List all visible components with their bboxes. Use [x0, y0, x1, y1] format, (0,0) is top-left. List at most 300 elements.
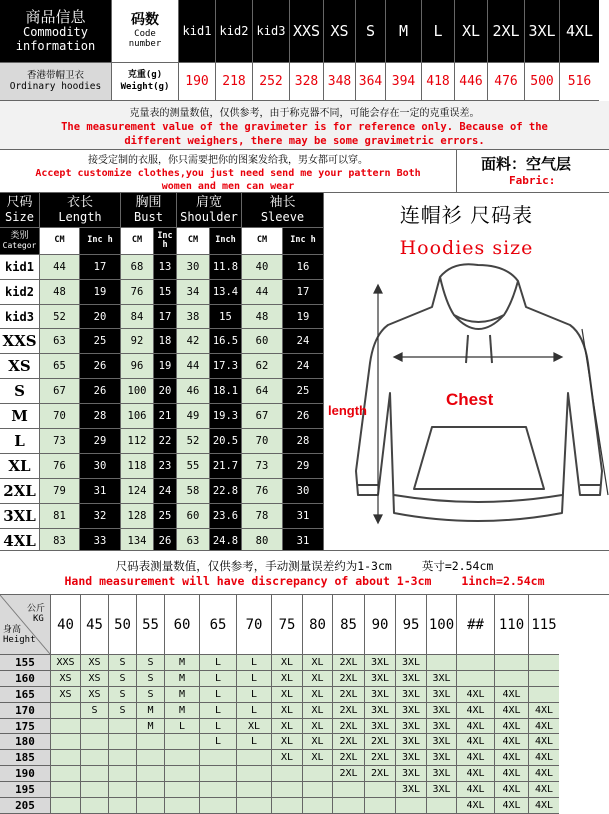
size-recommendation [81, 798, 109, 814]
size-recommendation [81, 766, 109, 782]
size-value: 15 [154, 280, 177, 305]
size-value: 13.4 [210, 280, 242, 305]
size-row [0, 354, 324, 379]
size-recommendation: XL [303, 655, 333, 671]
size-value: 48 [40, 280, 80, 305]
size-recommendation: L [237, 703, 272, 719]
size-recommendation [200, 798, 237, 814]
size-value: 24.8 [210, 529, 242, 553]
size-value: 26 [80, 354, 121, 379]
weight-label-cn: 克重(g) [127, 69, 163, 80]
size-table-header-en-2: Bust [134, 209, 163, 224]
size-recommendation: XXS [51, 655, 81, 671]
size-value: 19 [154, 354, 177, 379]
size-recommendation [81, 719, 109, 735]
commodity-info-en2: information [15, 38, 96, 53]
unit-7: Inc h [283, 228, 324, 255]
size-value: 63 [177, 529, 210, 553]
size-recommendation: 4XL [457, 703, 495, 719]
size-recommendation [303, 766, 333, 782]
size-recommendation: L [200, 719, 237, 735]
size-recommendation: XL [303, 734, 333, 750]
size-recommendation: 4XL [457, 798, 495, 814]
size-recommendation: 4XL [495, 734, 529, 750]
size-col-kid2: kid2 [216, 0, 253, 63]
code-number-en1: Code [134, 28, 156, 39]
size-recommendation: M [137, 703, 165, 719]
size-recommendation: XL [272, 655, 303, 671]
size-table-header-en-0: Size [5, 209, 34, 224]
size-value: 33 [80, 529, 121, 553]
size-value: 38 [177, 305, 210, 329]
size-value: 67 [40, 379, 80, 404]
size-recommendation: XL [272, 734, 303, 750]
weight-xxs: 328 [290, 63, 324, 101]
unit-2: CM [121, 228, 154, 255]
size-value: 78 [242, 504, 283, 529]
size-row [0, 429, 324, 454]
size-recommendation: 4XL [495, 782, 529, 798]
size-recommendation: 2XL [333, 655, 365, 671]
size-label: M [0, 404, 40, 429]
size-value: 64 [242, 379, 283, 404]
size-recommendation: 4XL [457, 719, 495, 735]
size-label: 3XL [0, 504, 40, 529]
gravimeter-note-en1: The measurement value of the gravimeter is for reference only. Because of the [61, 120, 548, 133]
size-value: 34 [177, 280, 210, 305]
product-size-header [0, 0, 609, 101]
size-recommendation: 4XL [529, 719, 559, 735]
product-name [0, 63, 112, 101]
height-label: 180 [0, 734, 51, 750]
size-table-header-2 [121, 193, 177, 228]
weight-col-header: 110 [495, 595, 529, 655]
size-recommendation: 2XL [365, 766, 396, 782]
size-recommendation: L [200, 671, 237, 687]
size-label: kid3 [0, 305, 40, 329]
size-recommendation: XL [272, 719, 303, 735]
size-value: 63 [40, 329, 80, 354]
size-recommendation [137, 798, 165, 814]
size-recommendation: 2XL [333, 734, 365, 750]
size-value: 23.6 [210, 504, 242, 529]
size-value: 83 [40, 529, 80, 553]
size-recommendation [272, 766, 303, 782]
size-value: 76 [40, 454, 80, 479]
label-chest: Chest [446, 390, 494, 409]
weight-col-header: 55 [137, 595, 165, 655]
size-recommendation [272, 798, 303, 814]
height-row [0, 719, 609, 735]
size-recommendation: 3XL [427, 687, 457, 703]
size-recommendation: 3XL [365, 703, 396, 719]
size-recommendation: 3XL [396, 655, 427, 671]
size-recommendation [51, 750, 81, 766]
size-recommendation: 3XL [427, 703, 457, 719]
unit-4: CM [177, 228, 210, 255]
size-col-2xl: 2XL [488, 0, 525, 63]
size-recommendation [529, 671, 559, 687]
height-row [0, 671, 609, 687]
size-col-s: S [356, 0, 386, 63]
size-recommendation: XL [303, 671, 333, 687]
commodity-info-cn: 商品信息 [25, 7, 86, 26]
customize-cn: 接受定制的衣服，你只需要把你的图案发给我，男女都可以穿。 [88, 154, 368, 166]
inch-note-cn: 英寸=2.54cm [421, 558, 494, 573]
height-label: 175 [0, 719, 51, 735]
size-recommendation: 2XL [333, 750, 365, 766]
customize-en2: women and men can wear [161, 180, 295, 192]
size-row [0, 404, 324, 429]
weight-col-header: 50 [109, 595, 137, 655]
height-en: Height [3, 634, 36, 645]
size-recommendation: L [200, 703, 237, 719]
size-value: 16 [283, 255, 324, 280]
size-value: 67 [242, 404, 283, 429]
weight-col-header: 80 [303, 595, 333, 655]
size-value: 81 [40, 504, 80, 529]
weight-height-corner [0, 595, 51, 655]
size-recommendation [81, 750, 109, 766]
size-label: kid1 [0, 255, 40, 280]
size-recommendation [365, 782, 396, 798]
size-recommendation: 4XL [529, 703, 559, 719]
size-value: 31 [80, 479, 121, 504]
size-value: 76 [242, 479, 283, 504]
weight-xs: 348 [324, 63, 356, 101]
height-label: 170 [0, 703, 51, 719]
size-value: 19 [283, 305, 324, 329]
size-recommendation [137, 782, 165, 798]
size-recommendation [137, 734, 165, 750]
size-recommendation [365, 798, 396, 814]
size-recommendation: 2XL [365, 734, 396, 750]
size-label: 2XL [0, 479, 40, 504]
size-value: 22 [154, 429, 177, 454]
size-value: 24 [283, 329, 324, 354]
size-recommendation [303, 798, 333, 814]
size-row [0, 305, 324, 329]
size-row [0, 255, 324, 280]
size-recommendation: XL [272, 750, 303, 766]
size-recommendation [427, 655, 457, 671]
size-recommendation: 4XL [457, 687, 495, 703]
unit-5: Inch [210, 228, 242, 255]
size-table-header-1 [40, 193, 121, 228]
size-recommendation: S [137, 687, 165, 703]
size-table-header-cn-1: 衣长 [66, 194, 93, 210]
size-table-header-3 [177, 193, 242, 228]
size-recommendation [237, 766, 272, 782]
size-recommendation: L [237, 655, 272, 671]
size-recommendation: M [165, 687, 200, 703]
size-value: 44 [177, 354, 210, 379]
size-recommendation: M [165, 671, 200, 687]
size-recommendation: S [109, 655, 137, 671]
size-value: 30 [177, 255, 210, 280]
size-value: 25 [154, 504, 177, 529]
size-recommendation [457, 671, 495, 687]
size-value: 84 [121, 305, 154, 329]
size-recommendation: 4XL [457, 734, 495, 750]
size-table-header-4 [242, 193, 324, 228]
size-value: 42 [177, 329, 210, 354]
size-recommendation [237, 782, 272, 798]
size-col-m: M [386, 0, 422, 63]
size-recommendation [51, 734, 81, 750]
size-value: 55 [177, 454, 210, 479]
category-cn: 类别 [10, 230, 29, 241]
fabric-en: Fabric: [509, 174, 556, 187]
size-recommendation [51, 719, 81, 735]
size-recommendation: XL [303, 703, 333, 719]
size-recommendation [165, 766, 200, 782]
size-recommendation: 2XL [333, 719, 365, 735]
size-label: XS [0, 354, 40, 379]
size-value: 31 [283, 529, 324, 553]
size-recommendation: 3XL [396, 734, 427, 750]
size-value: 44 [40, 255, 80, 280]
weight-2xl: 476 [488, 63, 525, 101]
size-value: 28 [80, 404, 121, 429]
size-value: 49 [177, 404, 210, 429]
size-value: 40 [242, 255, 283, 280]
size-recommendation: 3XL [365, 655, 396, 671]
size-recommendation: S [137, 655, 165, 671]
size-recommendation: 4XL [495, 703, 529, 719]
size-value: 58 [177, 479, 210, 504]
size-recommendation: 4XL [495, 798, 529, 814]
size-value: 68 [121, 255, 154, 280]
height-label: 190 [0, 766, 51, 782]
size-recommendation: L [237, 734, 272, 750]
commodity-info-en1: Commodity [22, 24, 89, 39]
size-table-header-cn-0: 尺码 [6, 194, 33, 210]
product-name-en: Ordinary hoodies [9, 80, 102, 92]
size-recommendation: 4XL [529, 766, 559, 782]
weight-3xl: 500 [525, 63, 560, 101]
height-label: 165 [0, 687, 51, 703]
size-recommendation [51, 798, 81, 814]
size-recommendation [137, 766, 165, 782]
size-recommendation: 4XL [457, 750, 495, 766]
size-recommendation: 3XL [365, 719, 396, 735]
category-en: Categor [2, 240, 37, 250]
height-label: 185 [0, 750, 51, 766]
size-recommendation: 3XL [396, 750, 427, 766]
size-recommendation: XL [237, 719, 272, 735]
size-table-header-en-1: Length [58, 209, 102, 224]
size-recommendation [165, 734, 200, 750]
weight-header-row [0, 595, 609, 655]
size-recommendation: 3XL [396, 687, 427, 703]
size-value: 128 [121, 504, 154, 529]
size-recommendation: M [165, 655, 200, 671]
size-recommendation: L [237, 671, 272, 687]
size-recommendation: 4XL [529, 750, 559, 766]
size-recommendation: XL [303, 719, 333, 735]
size-recommendation: 3XL [365, 687, 396, 703]
size-value: 21 [154, 404, 177, 429]
size-table-units-row [0, 228, 324, 255]
size-value: 25 [283, 379, 324, 404]
size-value: 15 [210, 305, 242, 329]
weight-col-header: 40 [51, 595, 81, 655]
size-recommendation: XS [51, 671, 81, 687]
size-recommendation [109, 734, 137, 750]
weight-col-header: 60 [165, 595, 200, 655]
unit-3: Inc h [154, 228, 177, 255]
weight-m: 394 [386, 63, 422, 101]
size-recommendation [427, 798, 457, 814]
size-value: 76 [121, 280, 154, 305]
weight-s: 364 [356, 63, 386, 101]
size-value: 52 [177, 429, 210, 454]
code-number-cn: 码数 [131, 11, 159, 28]
weight-height-table [0, 595, 609, 814]
size-table-header-0 [0, 193, 40, 228]
kg-en: KG [33, 614, 44, 625]
size-recommendation [237, 750, 272, 766]
weight-col-header: 75 [272, 595, 303, 655]
size-recommendation [51, 782, 81, 798]
height-label: 195 [0, 782, 51, 798]
hoodie-title-cn: 连帽衫 尺码表 [399, 203, 534, 227]
size-recommendation: 3XL [396, 719, 427, 735]
size-recommendation [237, 798, 272, 814]
size-recommendation: S [109, 703, 137, 719]
size-recommendation: 4XL [529, 798, 559, 814]
size-value: 100 [121, 379, 154, 404]
weight-label [112, 63, 179, 101]
height-label: 205 [0, 798, 51, 814]
size-recommendation [165, 750, 200, 766]
size-recommendation: L [200, 687, 237, 703]
size-recommendation: 2XL [333, 703, 365, 719]
weight-kid2: 218 [216, 63, 253, 101]
size-recommendation: S [109, 671, 137, 687]
height-row [0, 798, 609, 814]
size-value: 92 [121, 329, 154, 354]
size-recommendation [396, 798, 427, 814]
size-recommendation: XL [303, 687, 333, 703]
size-recommendation: L [237, 687, 272, 703]
height-row [0, 750, 609, 766]
size-recommendation [109, 798, 137, 814]
size-recommendation: 3XL [427, 719, 457, 735]
size-table-header-cn-2: 胸围 [135, 194, 162, 210]
size-recommendation: 3XL [427, 734, 457, 750]
customize-banner [0, 150, 609, 193]
size-recommendation [165, 782, 200, 798]
size-value: 46 [177, 379, 210, 404]
size-value: 13 [154, 255, 177, 280]
size-value: 106 [121, 404, 154, 429]
size-value: 80 [242, 529, 283, 553]
size-col-4xl: 4XL [560, 0, 599, 63]
unit-6: CM [242, 228, 283, 255]
size-value: 25 [80, 329, 121, 354]
unit-1: Inc h [80, 228, 121, 255]
size-recommendation: 3XL [396, 782, 427, 798]
weight-col-header: 95 [396, 595, 427, 655]
size-value: 18 [154, 329, 177, 354]
size-value: 29 [80, 429, 121, 454]
size-value: 96 [121, 354, 154, 379]
category-header [0, 228, 40, 255]
size-value: 17.3 [210, 354, 242, 379]
size-value: 24 [283, 354, 324, 379]
size-value: 134 [121, 529, 154, 553]
weight-kid1: 190 [179, 63, 216, 101]
size-recommendation: XL [272, 703, 303, 719]
height-row [0, 782, 609, 798]
customize-text [0, 150, 457, 192]
size-recommendation: 4XL [495, 750, 529, 766]
size-recommendation [200, 766, 237, 782]
size-value: 118 [121, 454, 154, 479]
hoodie-diagram [324, 193, 609, 550]
size-recommendation: XS [81, 655, 109, 671]
commodity-info-header [0, 0, 112, 63]
weight-kid3: 252 [253, 63, 290, 101]
weight-col-header: 65 [200, 595, 237, 655]
size-value: 29 [283, 454, 324, 479]
size-value: 17 [154, 305, 177, 329]
size-label: XL [0, 454, 40, 479]
height-row [0, 703, 609, 719]
size-recommendation [200, 750, 237, 766]
size-value: 23 [154, 454, 177, 479]
size-value: 30 [283, 479, 324, 504]
size-recommendation [529, 655, 559, 671]
unit-0: CM [40, 228, 80, 255]
kg-cn: 公斤 [27, 603, 46, 614]
size-value: 19.3 [210, 404, 242, 429]
size-value: 24 [154, 479, 177, 504]
height-label: 160 [0, 671, 51, 687]
size-value: 70 [40, 404, 80, 429]
size-recommendation [81, 734, 109, 750]
size-recommendation: 4XL [529, 734, 559, 750]
size-col-kid3: kid3 [253, 0, 290, 63]
size-col-xxs: XXS [290, 0, 324, 63]
code-number-en2: number [128, 39, 162, 50]
size-recommendation: 3XL [396, 671, 427, 687]
size-recommendation [333, 782, 365, 798]
size-value: 65 [40, 354, 80, 379]
size-row [0, 329, 324, 354]
size-value: 52 [40, 305, 80, 329]
size-recommendation [495, 671, 529, 687]
size-table-header-en-4: Sleeve [260, 209, 305, 224]
size-recommendation: 3XL [427, 750, 457, 766]
height-row [0, 766, 609, 782]
size-recommendation: L [165, 719, 200, 735]
size-value: 21.7 [210, 454, 242, 479]
size-value: 20 [80, 305, 121, 329]
gravimeter-note-cn: 克量表的测量数值，仅供参考，由于称克器不同，可能会存在一定的克重误差。 [129, 107, 480, 119]
size-value: 73 [40, 429, 80, 454]
size-recommendation [137, 750, 165, 766]
size-label: XXS [0, 329, 40, 354]
code-number-header [112, 0, 179, 63]
size-recommendation: 4XL [495, 766, 529, 782]
size-recommendation [333, 798, 365, 814]
size-table [0, 193, 324, 553]
size-recommendation: 3XL [427, 766, 457, 782]
size-recommendation: 3XL [396, 766, 427, 782]
